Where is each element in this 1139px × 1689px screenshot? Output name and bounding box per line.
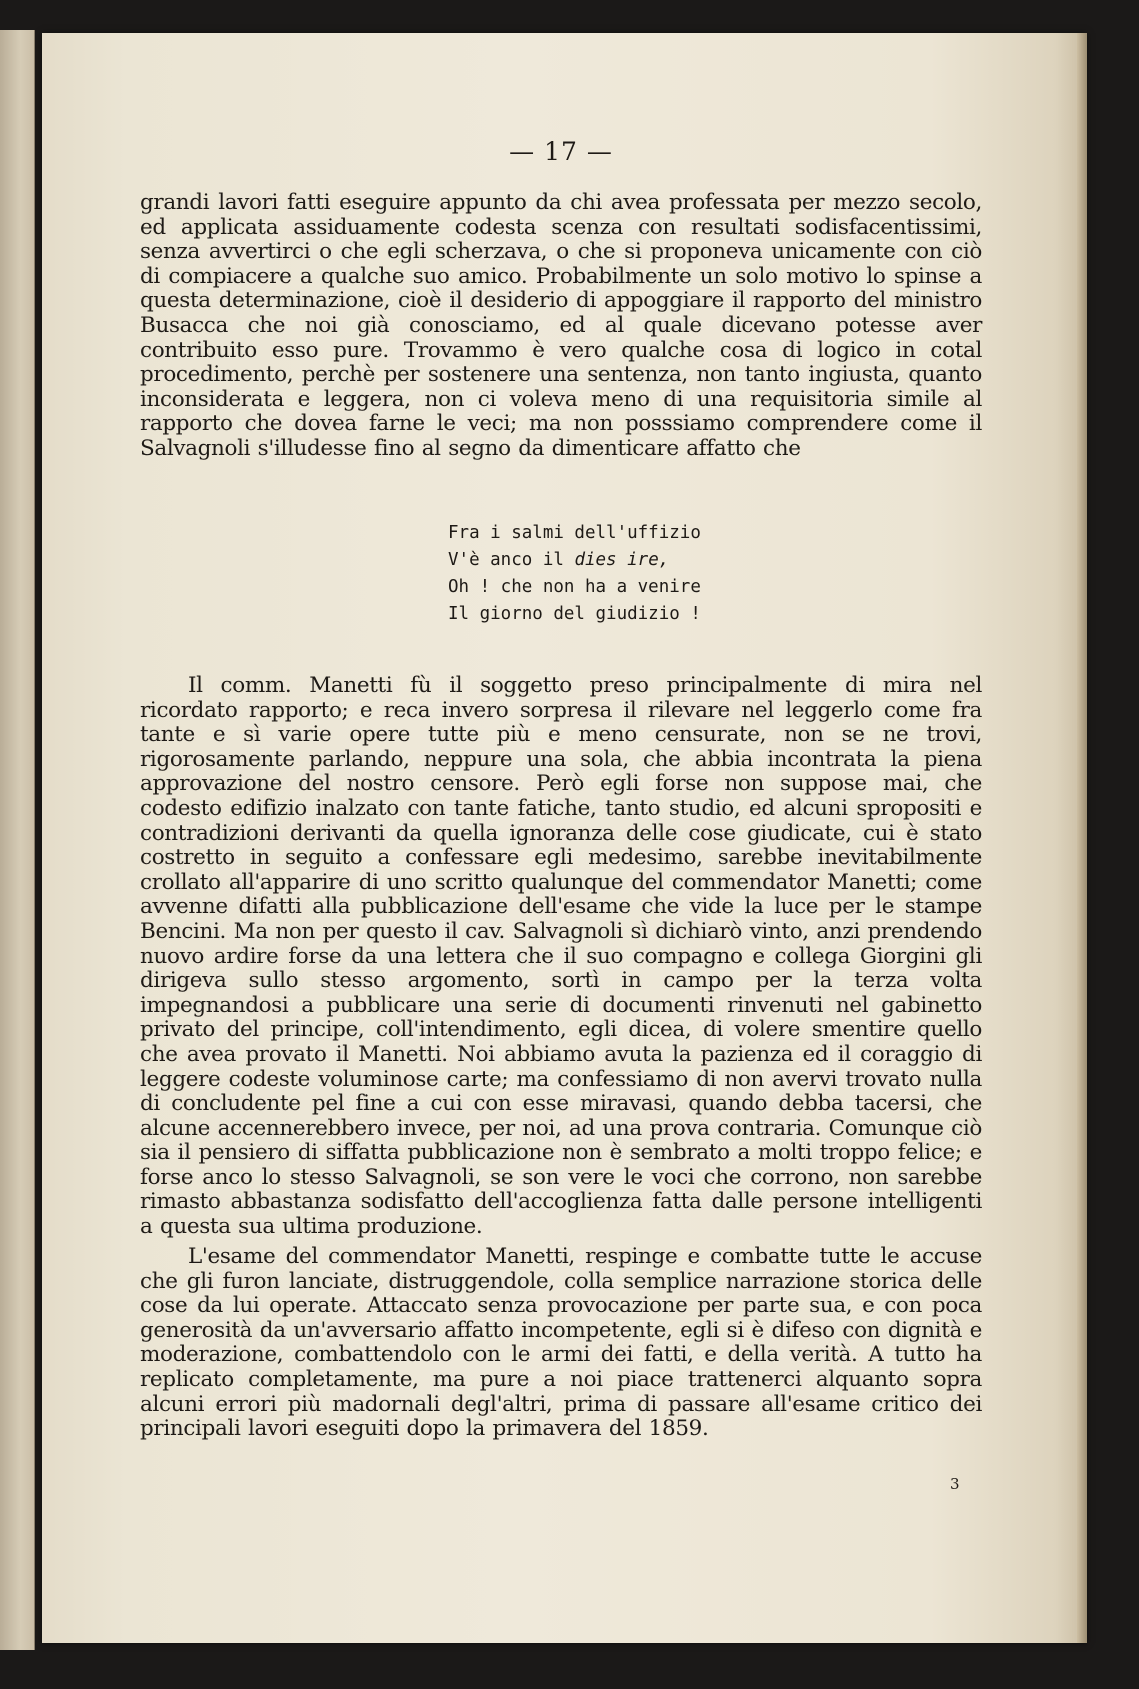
paragraph-1: grandi lavori fatti eseguire appunto da chi avea professata per mezzo secolo, ed applicata assiduamente codesta scenza con resultati sodisfacentissimi, senza avvertirci o che egli scherzava, o che si proponeva unicamente con ciò di compiacere a qualche suo amico. Probabilmente un solo motivo lo spinse a questa determinazione, cioè il desiderio di appoggiare il rapporto del ministro Busacca che noi già conosciamo, ed al quale dicevano potesse aver contribuito esso pure. Trovammo è vero qualche cosa di logico in cotal procedimento, perchè per sostenere una sentenza, non tanto ingiusta, quanto inconsiderata e leggera, non ci voleva meno di una requisitoria simile al rapporto che dovea farne le veci; ma non posssiamo comprendere come il Salvagnoli s'illudesse fino al segno da dimenticare affatto che [140, 190, 982, 461]
page-fore-edge [1077, 33, 1087, 1643]
verse-line-2-italic: dies ire, [574, 550, 670, 570]
verse-line-2-text: V'è anco il [448, 550, 575, 570]
previous-page-edge [0, 30, 35, 1650]
verse-line-3: Oh ! che non ha a venire [448, 577, 701, 597]
verse-line-1: Fra i salmi dell'uffizio [448, 523, 701, 543]
page-number: — 17 — [509, 137, 613, 166]
paragraph-2: Il comm. Manetti fù il soggetto preso principalmente di mira nel ricordato rapporto; e reca invero sorpresa il rilevare nel leggerlo come fra tante e sì varie opere tutte più e meno censurate, non se ne trovi, rigorosamente parlando, neppure una sola, che abbia incontrata la piena approvazione del nostro censore. Però egli forse non suppose mai, che codesto edifizio inalzato con tante fatiche, tanto studio, ed alcuni spropositi e contradizioni derivanti da quella ignoranza delle cose giudicate, cui è stato costretto in seguito a confessare egli medesimo, sarebbe inevitabilmente crollato all'apparire di uno scritto qualunque del commendator Manetti; come avvenne difatti alla pubblicazione dell'esame che vide la luce per le stampe Bencini. Ma non per questo il cav. Salvagnoli sì dichiarò vinto, anzi prendendo nuovo ardire forse da una lettera che il suo compagno e collega Giorgini gli dirigeva sullo stesso argomento, sortì in campo per la terza volta impegnandosi a pubblicare una serie di documenti rinvenuti nel gabinetto privato del principe, coll'intendimento, egli dicea, di volere smentire quello che avea provato il Manetti. Noi abbiamo avuta la pazienza ed il coraggio di leggere codeste voluminose carte; ma confessiamo di non avervi trovato nulla di concludente pel fine a cui con esse miravasi, quando debba tacersi, che alcune accennerebbero invece, per noi, ad una prova contraria. Comunque ciò sia il pensiero di siffatta pubblicazione non è sembrato a molti troppo felice; e forse anco lo stesso Salvagnoli, se son vere le voci che corrono, non sarebbe rimasto abbastanza sodisfatto dell'accoglienza fatta dalle persone intelligenti a questa sua ultima produzione. [140, 673, 982, 1240]
paragraph-3: L'esame del commendator Manetti, respinge e combatte tutte le accuse che gli furon lanciate, distruggendole, colla semplice narrazione storica delle cose da lui operate. Attaccato senza provocazione per parte sua, e con poca generosità da un'avversario affatto incompetente, egli si è difeso con dignità e moderazione, combattendolo con le armi dei fatti, e della verità. A tutto ha replicato completamente, ma pure a noi piace trattenerci alquanto sopra alcuni errori più madornali degl'altri, prima di passare all'esame critico dei principali lavori eseguiti dopo la primavera del 1859. [140, 1244, 982, 1442]
verse-line-4: Il giorno del giudizio ! [448, 604, 701, 624]
book-page [42, 33, 1087, 1643]
verse-quotation [448, 520, 701, 628]
verse-line-2 [448, 547, 701, 574]
signature-mark: 3 [950, 1475, 960, 1493]
